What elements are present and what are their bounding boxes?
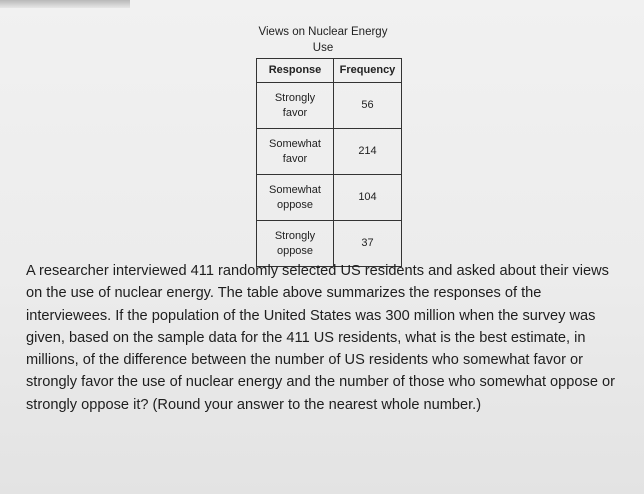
- table-row: [257, 129, 402, 175]
- response-line1: Strongly: [274, 91, 316, 104]
- page-top-edge: [0, 0, 130, 8]
- response-line1: Somewhat: [269, 137, 321, 150]
- table-row: [257, 175, 402, 221]
- response-line1: Somewhat: [269, 183, 321, 196]
- header-response: Response: [257, 59, 334, 83]
- frequency-table: [256, 58, 402, 267]
- frequency-cell: 104: [334, 175, 402, 221]
- question-text: A researcher interviewed 411 randomly selected US residents and asked about their views on the use of nuclear energy. The table above summarizes the responses of the interviewees. If the population of the United States was 300 million when the survey was given, based on the sample data for the 411 US residents, what is the best estimate, in millions, of the difference between the number of US residents who somewhat favor or strongly favor the use of nuclear energy and the number of those who somewhat oppose or strongly oppose it? (Round your answer to the nearest whole number.): [26, 263, 615, 413]
- table-row: [257, 83, 402, 129]
- response-line2: oppose: [276, 198, 314, 211]
- response-line1: Strongly: [274, 229, 316, 242]
- frequency-cell: 37: [334, 221, 402, 267]
- table-title-line1: Views on Nuclear Energy: [258, 26, 388, 38]
- table-title: [248, 24, 398, 56]
- response-line2: favor: [282, 106, 308, 119]
- header-frequency: Frequency: [334, 59, 402, 83]
- response-line2: favor: [282, 152, 308, 165]
- frequency-cell: 56: [334, 83, 402, 129]
- response-line2: oppose: [276, 244, 314, 257]
- table-header-row: [257, 59, 402, 83]
- response-cell: [257, 129, 334, 175]
- response-cell: [257, 83, 334, 129]
- table-title-line2: Use: [312, 42, 334, 54]
- frequency-cell: 214: [334, 129, 402, 175]
- response-cell: [257, 175, 334, 221]
